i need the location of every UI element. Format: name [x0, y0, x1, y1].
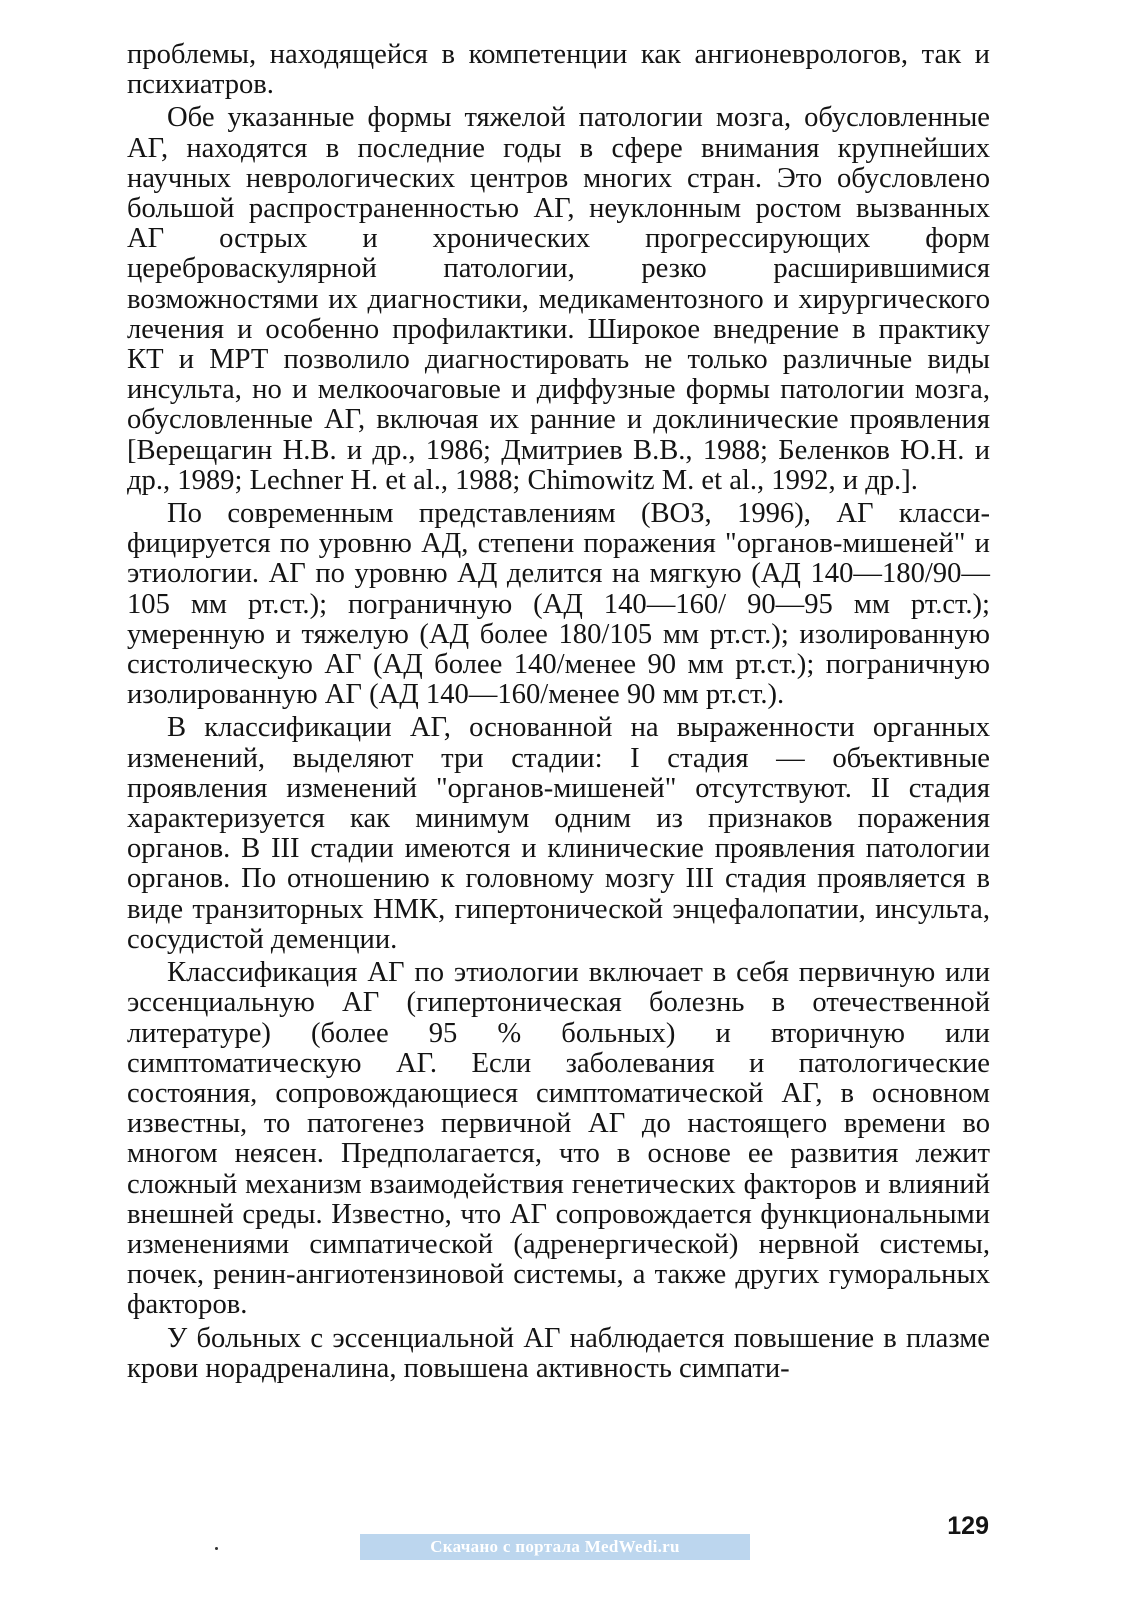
- scan-dot: [215, 1547, 218, 1550]
- page-number: 129: [947, 1512, 989, 1540]
- body-text: [127, 40, 990, 1387]
- paragraph-4: В классификации АГ, основанной на выраженности органных изменений, выделяют три стадии: I стадия — объективные проявления изменений "органов-мишеней" отсутствуют. II стадия характеризуется как минимум одним из признаков поражения органов. В III стадии имеются и клинические проявления патологии органов. По отношению к головному мозгу III стадия проявляется в виде транзиторных НМК, гипертонической энцефалопатии, инсульта, сосудистой деменции.: [127, 712, 990, 955]
- paragraph-1: проблемы, находящейся в компетенции как ангионеврологов, так и психиатров.: [127, 39, 990, 101]
- paragraph-3: По современным представлениям (ВОЗ, 1996), АГ классифицируется по уровню АД, степени поражения "органов-мишеней" и этиологии. АГ по уровню АД делится на мягкую (АД 140—180/90—105 мм рт.ст.); пограничную (АД 140—160/ 90—95 мм рт.ст.); умеренную и тяжелую (АД более 180/105 мм рт.ст.); изолированную систолическую АГ (АД более 140/менее 90 мм рт.ст.); пограничную изолированную АГ (АД 140—160/менее 90 мм рт.ст.).: [127, 498, 990, 711]
- paragraph-5: Классификация АГ по этиологии включает в себя первичную или эссенциальную АГ (гипертоническая болезнь в отечественной литературе) (более 95 % больных) и вторичную или симптоматическую АГ. Если заболевания и патологические состояния, сопровождающиеся симптоматической АГ, в основном известны, то патогенез первичной АГ до настоящего времени во многом неясен. Предполагается, что в основе ее развития лежит сложный механизм взаимодействия генетических факторов и влияний внешней среды. Известно, что АГ сопровождается функциональными изменениями симпатической (адренергической) нервной системы, почек, ренин-ангиотензиновой системы, а также других гуморальных факторов.: [127, 957, 990, 1321]
- watermark-banner: Скачано с портала MedWedi.ru: [360, 1534, 750, 1560]
- paragraph-6: У больных с эссенциальной АГ наблюдается повышение в плазме крови норадреналина, повышена активность симпати-: [127, 1322, 990, 1384]
- paragraph-2: Обе указанные формы тяжелой патологии мозга, обусловленные АГ, находятся в последние годы в сфере внимания крупнейших научных неврологических центров многих стран. Это обусловлено большой распространенностью АГ, неуклонным ростом вызванных АГ острых и хронических прогрессирующих форм цереброваскулярной патологии, резко расширившимися возможностями их диагностики, медикаментозного и хирургического лечения и особенно профилактики. Широкое внедрение в практику КТ и МРТ позволило диагностировать не только различные виды инсульта, но и мелкоочаговые и диффузные формы патологии мозга, обусловленные АГ, включая их ранние и доклинические проявления [Верещагин Н.В. и др., 1986; Дмитриев В.В., 1988; Беленков Ю.Н. и др., 1989; Lechner Н. et al., 1988; Chimowitz М. et al., 1992, и др.].: [127, 102, 990, 496]
